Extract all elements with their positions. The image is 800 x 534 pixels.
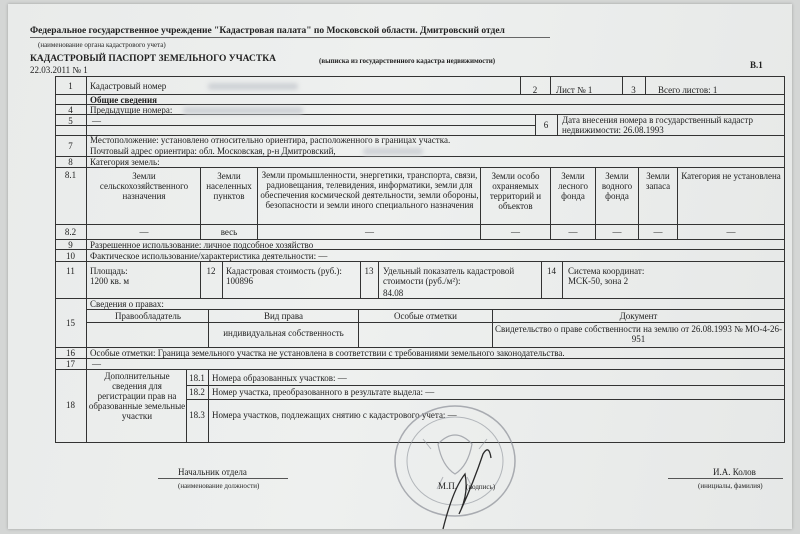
permitted-use: Разрешенное использование: личное подсобное хозяйство xyxy=(90,240,314,250)
row-6-num: 6 xyxy=(543,120,549,130)
general-info-heading: Общие сведения xyxy=(90,95,158,105)
row-18-3-num: 18.3 xyxy=(189,410,205,420)
row-14-num: 14 xyxy=(547,266,556,276)
row-4-num: 4 xyxy=(68,105,73,115)
row-8-1-num: 8.1 xyxy=(64,170,77,180)
row-16-num: 16 xyxy=(66,348,75,358)
coord-system-value: МСК-50, зона 2 xyxy=(568,276,629,286)
rights-holder-header: Правообладатель xyxy=(115,311,181,321)
document-header: Документ xyxy=(619,311,658,321)
rights-label: Сведения о правах: xyxy=(90,299,164,309)
total-sheets-label: Всего листов: 1 xyxy=(658,85,718,95)
additional-info-label: Дополнительные сведения для регистрации прав на образованные земельные участки xyxy=(88,371,186,421)
row-17-value: — xyxy=(92,359,101,369)
value-protected: — xyxy=(511,227,520,237)
right-type-value: индивидуальная собственность xyxy=(223,328,344,338)
removed-plots: Номера участков, подлежащих снятию с кадастрового учета: — xyxy=(212,410,457,420)
value-undefined: — xyxy=(726,227,736,237)
position-caption: (наименование должности) xyxy=(178,482,260,490)
row-18-1-num: 18.1 xyxy=(189,373,205,383)
category-settlement: Земли населенных пунктов xyxy=(206,171,252,201)
date-line: 22.03.2011 № 1 xyxy=(30,65,88,75)
document-title: КАДАСТРОВЫЙ ПАСПОРТ ЗЕМЕЛЬНОГО УЧАСТКА xyxy=(30,54,276,64)
value-industrial: — xyxy=(365,227,374,237)
name-caption: (инициалы, фамилия) xyxy=(698,482,763,490)
row-17-num: 17 xyxy=(66,359,75,369)
position-title: Начальник отдела xyxy=(178,467,247,477)
row-13-num: 13 xyxy=(364,266,374,276)
category-industrial: Земли промышленности, энергетики, транспорта, связи, радиовещания, телевидения, информатики, земли для обеспечения космической деятельности, земли обороны, безопасности и земли иного специального назначения xyxy=(260,170,479,210)
cadastral-value: 100896 xyxy=(226,276,253,286)
specific-value: 84.08 xyxy=(383,288,404,298)
redacted-address xyxy=(363,148,423,155)
converted-plot: Номер участка, преобразованного в результате выдела: — xyxy=(212,387,435,397)
formed-plots: Номера образованных участков: — xyxy=(212,373,347,383)
row-5-num: 5 xyxy=(68,116,73,126)
land-category-label: Категория земель: xyxy=(90,157,160,167)
sheet-num-label: 2 xyxy=(532,85,538,95)
location-line: Местоположение: установлено относительно ориентира, расположенного в границах участка. xyxy=(90,135,451,145)
row-7-num: 7 xyxy=(68,141,73,151)
row-18-num: 18 xyxy=(66,400,75,410)
row-8-2-num: 8.2 xyxy=(64,227,77,237)
document-subtitle: (выписка из государственного кадастра недвижимости) xyxy=(319,57,496,65)
row-10-num: 10 xyxy=(66,251,75,261)
row-9-num: 9 xyxy=(68,240,73,250)
right-type-header: Вид права xyxy=(263,311,304,321)
document-sheet xyxy=(8,4,792,529)
cadastral-number-label: Кадастровый номер xyxy=(90,81,167,91)
category-protected: Земли особо охраняемых территорий и объектов xyxy=(489,171,542,211)
value-water: — xyxy=(612,227,622,237)
category-undefined: Категория не установлена xyxy=(681,171,781,181)
redacted-previous xyxy=(183,107,303,114)
signature-caption: (подпись) xyxy=(466,483,496,491)
value-agri: — xyxy=(139,227,149,237)
previous-numbers-label: Предыдущие номера: xyxy=(90,105,173,115)
actual-use: Фактическое использование/характеристика деятельности: — xyxy=(90,251,328,261)
value-settlement: весь xyxy=(220,227,238,237)
special-notes: Особые отметки: Граница земельного участка не установлена в соответствии с требованиями земельного законодательства. xyxy=(90,348,565,358)
cadastral-value-label: Кадастровая стоимость (руб.): xyxy=(226,266,342,276)
row-15-num: 15 xyxy=(66,318,75,328)
row-8-num: 8 xyxy=(68,157,73,167)
document-value: Свидетельство о праве собственности на землю от 26.08.1993 № МО-4-26-951 xyxy=(495,324,782,344)
number-date-label: Дата внесения номера в государственный кадастр недвижимости: 26.08.1993 xyxy=(562,115,753,135)
official-seal-icon xyxy=(383,399,533,534)
redacted-number xyxy=(208,83,298,90)
row-11-num: 11 xyxy=(66,266,75,276)
special-marks-header: Особые отметки xyxy=(394,311,457,321)
sheet-label: Лист № 1 xyxy=(556,85,593,95)
row-1-num: 1 xyxy=(68,81,73,91)
signatory-name: И.А. Колов xyxy=(713,467,756,477)
value-reserve: — xyxy=(653,227,663,237)
row-5-value: — xyxy=(92,116,101,126)
category-reserve: Земли запаса xyxy=(645,171,671,191)
total-num-label: 3 xyxy=(631,85,636,95)
category-agri: Земли сельскохозяйственного назначения xyxy=(99,171,189,201)
institution-caption: (наименование органа кадастрового учета) xyxy=(38,41,166,49)
category-water: Земли водного фонда xyxy=(601,171,633,201)
stamp-place: М.П. xyxy=(438,481,458,491)
area-value: 1200 кв. м xyxy=(90,276,130,286)
row-12-num: 12 xyxy=(206,266,216,276)
institution-name: Федеральное государственное учреждение "Кадастровая палата" по Московской области. Дмитровский отдел xyxy=(30,26,505,36)
postal-address-line: Почтовый адрес ориентира: обл. Московская, р-н Дмитровский, xyxy=(90,146,336,156)
specific-value-label: Удельный показатель кадастровой стоимости (руб./м²): xyxy=(383,266,515,286)
area-label: Площадь: xyxy=(90,266,128,276)
coord-system-label: Система координат: xyxy=(568,266,645,276)
value-forest: — xyxy=(568,227,578,237)
category-forest: Земли лесного фонда xyxy=(558,171,588,201)
form-code: В.1 xyxy=(750,60,763,70)
row-18-2-num: 18.2 xyxy=(189,387,205,397)
